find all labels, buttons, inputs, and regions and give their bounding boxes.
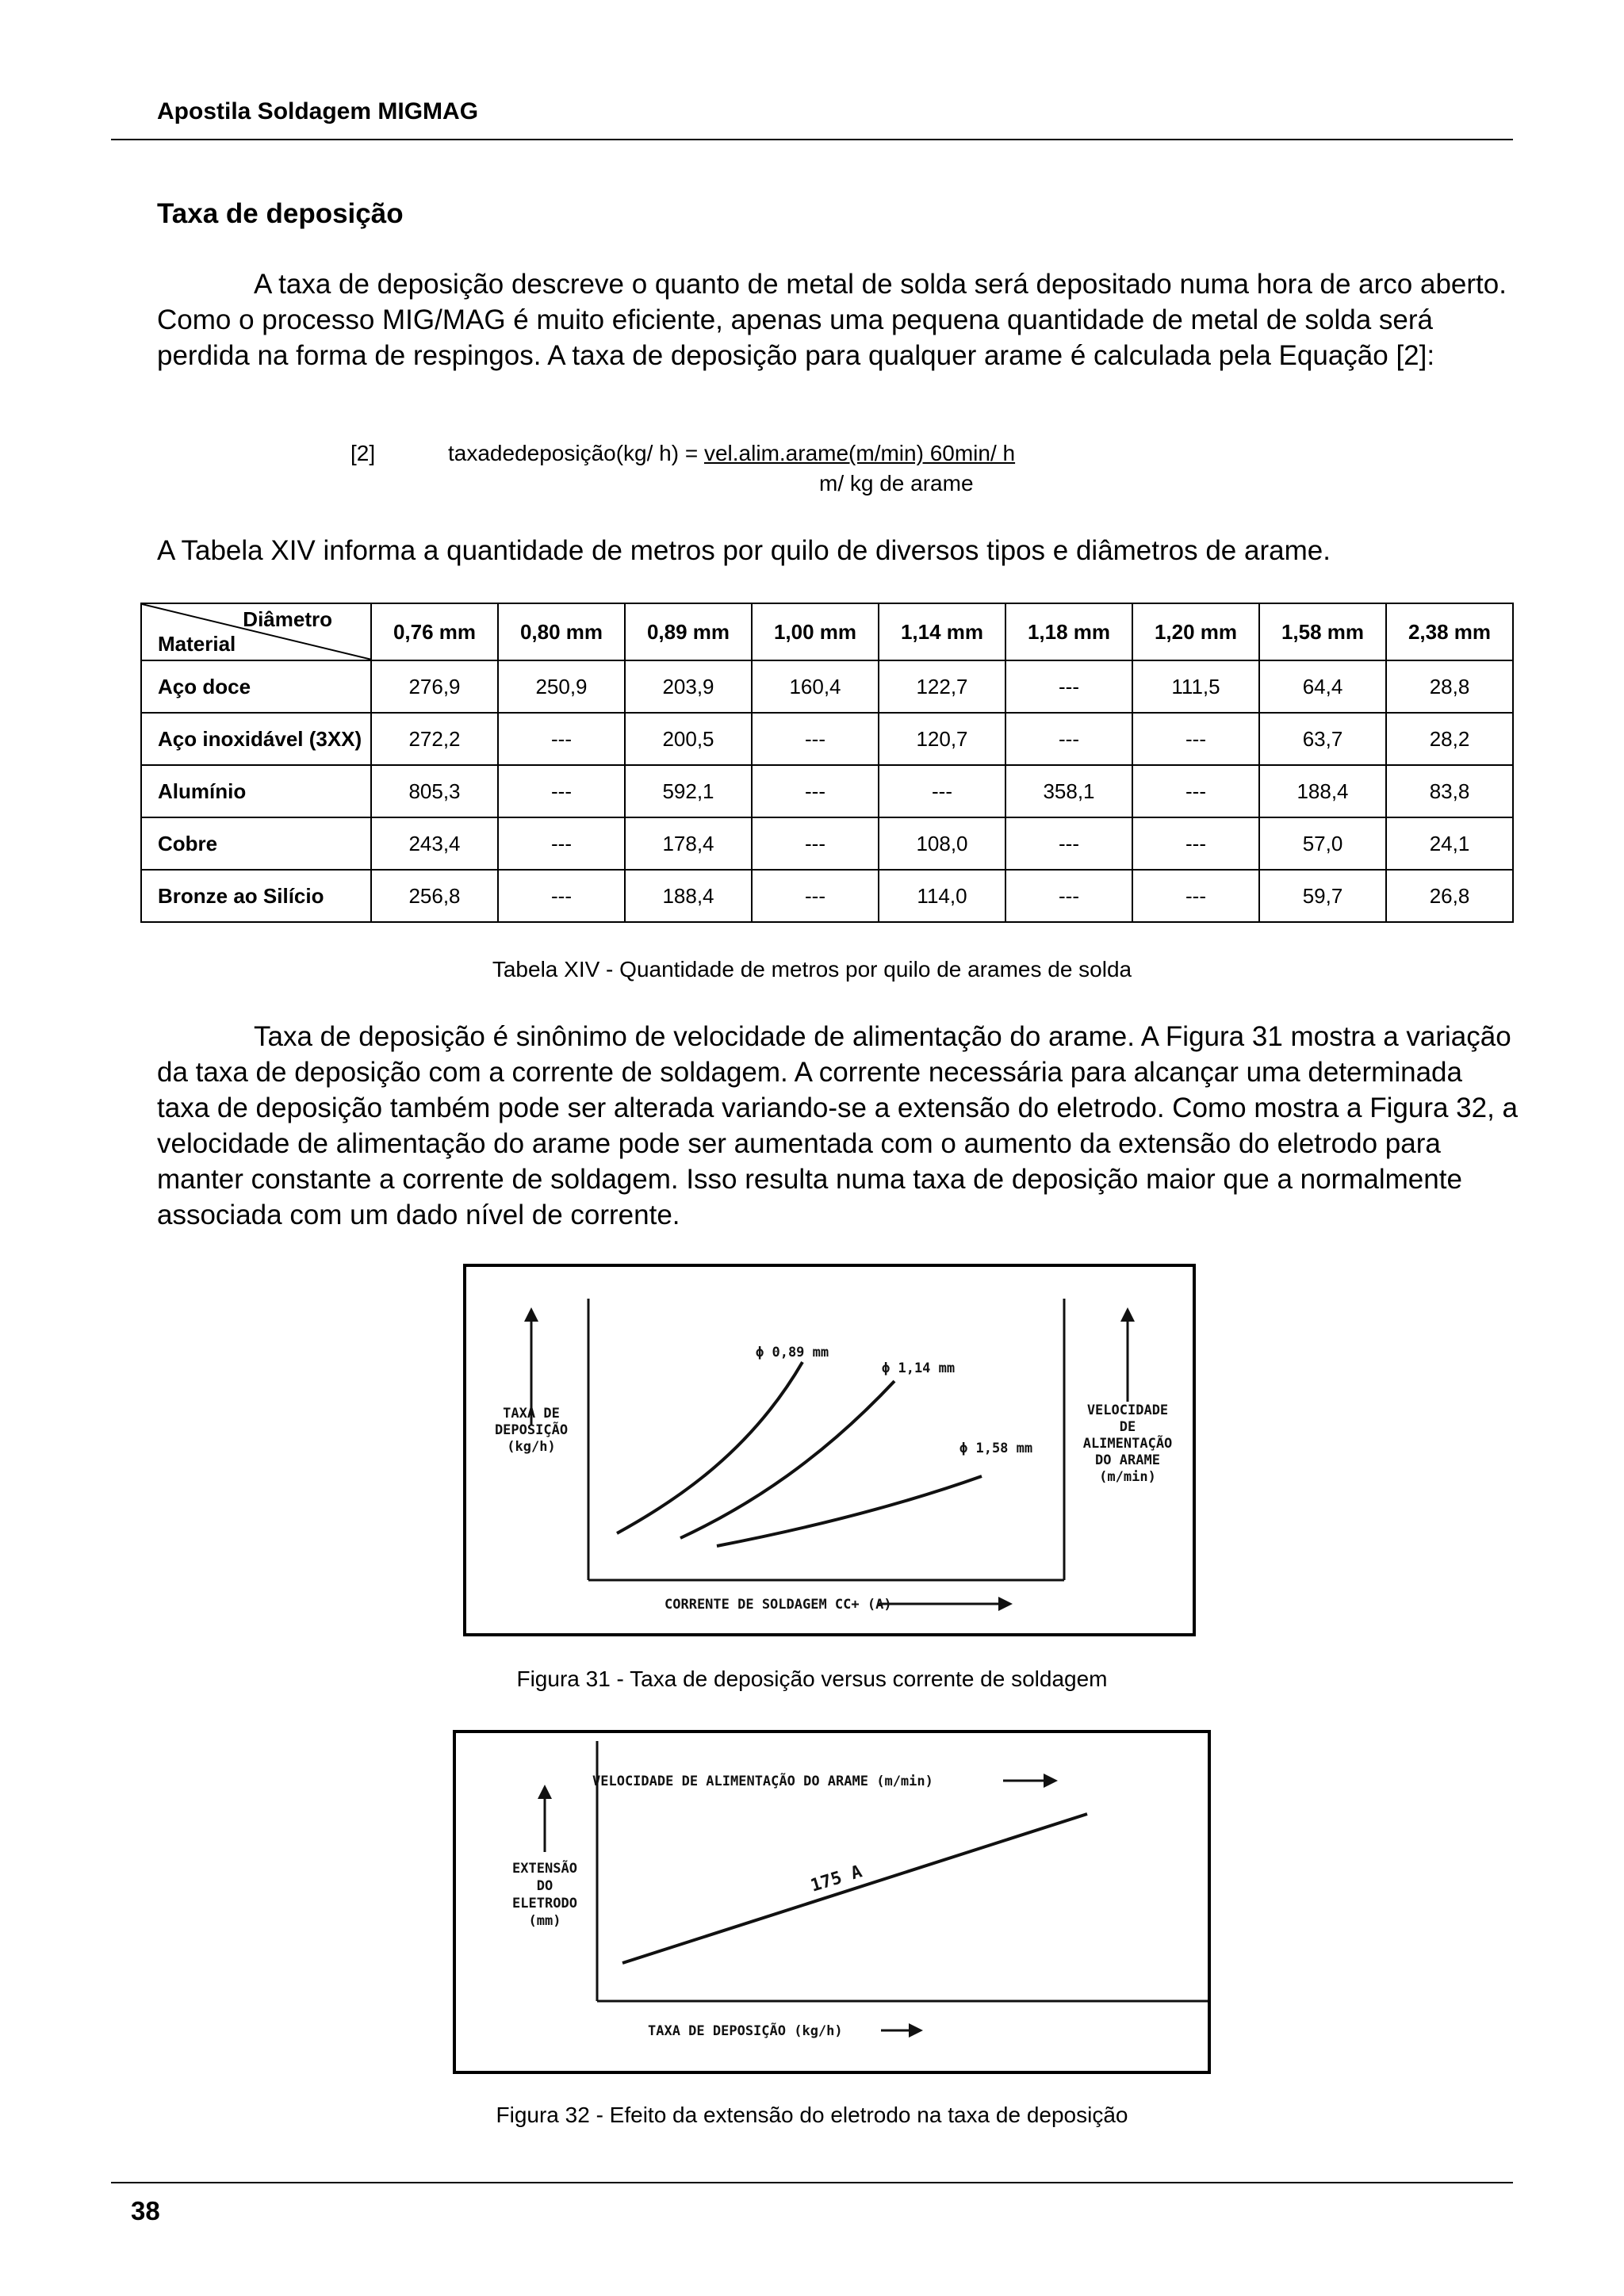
value-cell: --- <box>1132 765 1259 817</box>
value-cell: 188,4 <box>1259 765 1386 817</box>
value-cell: 57,0 <box>1259 817 1386 870</box>
value-cell: --- <box>498 765 625 817</box>
value-cell: --- <box>1132 713 1259 765</box>
paragraph-deposition-rate <box>157 1019 1521 1233</box>
value-cell: 83,8 <box>1386 765 1513 817</box>
corner-label-diameter: Diâmetro <box>243 607 332 631</box>
figure-32-graph <box>456 1733 1208 2071</box>
table-row <box>141 660 1513 713</box>
table-row <box>141 765 1513 817</box>
figure-31-y2-label-3: ALIMENTAÇÃO <box>1082 1436 1173 1452</box>
material-cell: Alumínio <box>141 765 371 817</box>
value-cell: 160,4 <box>752 660 879 713</box>
figure-31-y2-label-5: (m/min) <box>1099 1469 1156 1485</box>
value-cell: 28,2 <box>1386 713 1513 765</box>
value-cell: 63,7 <box>1259 713 1386 765</box>
footer-rule <box>111 2182 1513 2183</box>
value-cell: 250,9 <box>498 660 625 713</box>
value-cell: 114,0 <box>879 870 1005 922</box>
value-cell: 256,8 <box>371 870 498 922</box>
figure-31-y-label-2: DEPOSIÇÃO <box>494 1422 569 1438</box>
equation-lhs: taxadedeposição(kg/ h) = <box>448 441 704 465</box>
value-cell: 64,4 <box>1259 660 1386 713</box>
running-header: Apostila Soldagem MIGMAG <box>157 98 479 124</box>
value-cell: 111,5 <box>1132 660 1259 713</box>
wire-meters-per-kilo-table <box>140 603 1514 923</box>
table-corner-cell <box>141 603 371 660</box>
paragraph-deposition-rate-text: Taxa de deposição é sinônimo de velocidade de alimentação do arame. A Figura 31 mostra a variação da taxa de deposição com a corrente de soldagem. A corrente necessária para alcançar uma determinada taxa de deposição também pode ser alterada variando-se a extensão do eletrodo. Como mostra a Figura 32, a velocidade de alimentação do arame pode ser aumentada com o aumento da extensão do eletrodo para manter constante a corrente de soldagem. Isso resulta numa taxa de deposição maior que a normalmente associada com um dado nível de corrente. <box>157 1021 1519 1230</box>
figure-32-top-label: VELOCIDADE DE ALIMENTAÇÃO DO ARAME (m/min) <box>592 1774 933 1789</box>
figure-32-y-label-2: DO <box>536 1878 553 1894</box>
column-header: 1,00 mm <box>752 603 879 660</box>
curve-label-114-mm: ϕ 1,14 mm <box>882 1360 956 1376</box>
figure-31-y-label-1: TAXA DE <box>503 1406 560 1422</box>
value-cell: 24,1 <box>1386 817 1513 870</box>
table-row <box>141 817 1513 870</box>
curve-089-mm <box>617 1362 802 1533</box>
table-row <box>141 870 1513 922</box>
line-175-a <box>622 1814 1087 1963</box>
column-header: 1,18 mm <box>1005 603 1132 660</box>
figure-32-y-label-1: EXTENSÃO <box>512 1861 577 1877</box>
material-cell: Cobre <box>141 817 371 870</box>
value-cell: --- <box>498 713 625 765</box>
figure-31-graph <box>466 1267 1193 1633</box>
value-cell: 243,4 <box>371 817 498 870</box>
column-header: 0,80 mm <box>498 603 625 660</box>
column-header: 1,14 mm <box>879 603 1005 660</box>
value-cell: --- <box>1005 660 1132 713</box>
table-caption: Tabela XIV - Quantidade de metros por quilo de arames de solda <box>492 957 1132 982</box>
line-label-175-a: 175 A <box>808 1862 865 1896</box>
figure-32-x-label: TAXA DE DEPOSIÇÃO (kg/h) <box>648 2023 843 2039</box>
value-cell: --- <box>1132 870 1259 922</box>
equation-numerator-line <box>448 441 1015 466</box>
value-cell: 28,8 <box>1386 660 1513 713</box>
value-cell: 276,9 <box>371 660 498 713</box>
value-cell: --- <box>752 817 879 870</box>
value-cell: 26,8 <box>1386 870 1513 922</box>
column-header: 2,38 mm <box>1386 603 1513 660</box>
figure-31-y2-label-1: VELOCIDADE <box>1086 1402 1169 1418</box>
corner-label-material: Material <box>158 632 236 656</box>
figure-31-y2-label-2: DE <box>1119 1419 1136 1435</box>
equation-denominator: m/ kg de arame <box>819 471 974 496</box>
column-header: 1,58 mm <box>1259 603 1386 660</box>
figure-31-y2-label-4: DO ARAME <box>1095 1452 1160 1468</box>
column-header: 0,76 mm <box>371 603 498 660</box>
table-row <box>141 713 1513 765</box>
value-cell: 200,5 <box>625 713 752 765</box>
figure-31-caption: Figura 31 - Taxa de deposição versus corrente de soldagem <box>516 1667 1108 1691</box>
value-cell: --- <box>498 817 625 870</box>
paragraph-intro-text: A taxa de deposição descreve o quanto de metal de solda será depositado numa hora de arco aberto. Como o processo MIG/MAG é muito eficiente, apenas uma pequena quantidade de metal de solda será perdida na forma de respingos. A taxa de deposição para qualquer arame é calculada pela Equação [2]: <box>157 269 1507 371</box>
value-cell: 122,7 <box>879 660 1005 713</box>
value-cell: 178,4 <box>625 817 752 870</box>
table-header-row <box>141 603 1513 660</box>
value-cell: --- <box>1132 817 1259 870</box>
material-cell: Aço doce <box>141 660 371 713</box>
figure-32-caption: Figura 32 - Efeito da extensão do eletrodo na taxa de deposição <box>496 2103 1128 2127</box>
figure-32 <box>453 1730 1211 2074</box>
column-header: 1,20 mm <box>1132 603 1259 660</box>
figure-31-x-label: CORRENTE DE SOLDAGEM CC+ (A) <box>665 1597 892 1613</box>
figure-32-y-label-4: (mm) <box>528 1913 561 1929</box>
section-title: Taxa de deposição <box>157 198 404 229</box>
value-cell: --- <box>498 870 625 922</box>
curve-158-mm <box>717 1476 982 1546</box>
value-cell: --- <box>752 870 879 922</box>
value-cell: --- <box>752 765 879 817</box>
figure-31 <box>463 1264 1196 1636</box>
header-rule <box>111 139 1513 140</box>
figure-32-y-label-3: ELETRODO <box>512 1896 577 1911</box>
value-cell: --- <box>752 713 879 765</box>
value-cell: 592,1 <box>625 765 752 817</box>
figure-31-y-label-3: (kg/h) <box>507 1439 556 1455</box>
value-cell: 59,7 <box>1259 870 1386 922</box>
paragraph-intro <box>157 266 1521 373</box>
equation-numerator: vel.alim.arame(m/min) 60min/ h <box>703 441 1016 465</box>
value-cell: --- <box>1005 870 1132 922</box>
value-cell: --- <box>1005 713 1132 765</box>
curve-label-158-mm: ϕ 1,58 mm <box>959 1441 1033 1456</box>
column-header: 0,89 mm <box>625 603 752 660</box>
page-number: 38 <box>131 2196 160 2225</box>
value-cell: --- <box>879 765 1005 817</box>
curve-label-089-mm: ϕ 0,89 mm <box>756 1345 829 1360</box>
material-cell: Bronze ao Silício <box>141 870 371 922</box>
value-cell: 272,2 <box>371 713 498 765</box>
value-cell: 805,3 <box>371 765 498 817</box>
value-cell: 120,7 <box>879 713 1005 765</box>
material-cell: Aço inoxidável (3XX) <box>141 713 371 765</box>
value-cell: 203,9 <box>625 660 752 713</box>
value-cell: 108,0 <box>879 817 1005 870</box>
paragraph-table-intro: A Tabela XIV informa a quantidade de metros por quilo de diversos tipos e diâmetros de arame. <box>157 535 1331 566</box>
value-cell: --- <box>1005 817 1132 870</box>
equation-number: [2] <box>350 441 376 465</box>
value-cell: 358,1 <box>1005 765 1132 817</box>
value-cell: 188,4 <box>625 870 752 922</box>
